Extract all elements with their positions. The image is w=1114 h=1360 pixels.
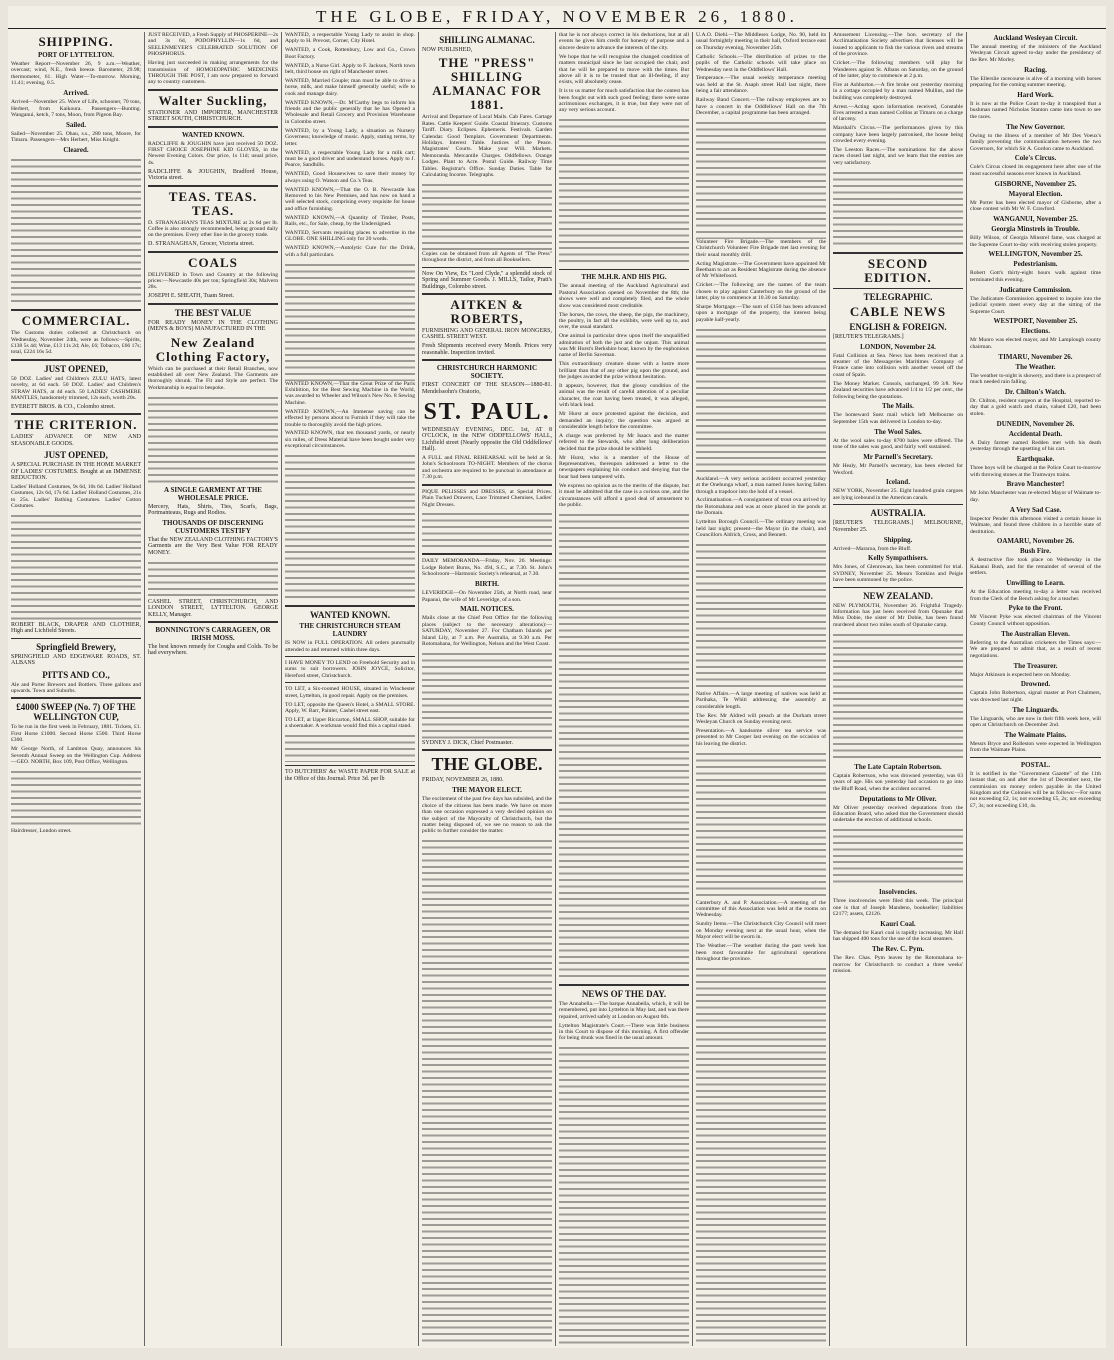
waimate-text: Messrs Bryce and Rolleston were expected in Wellington from the Waimate Plains.	[970, 741, 1101, 754]
news-item-17: The Weather.—The weather during the past week has been most favourable for agricultural operations throughout the province.	[696, 943, 826, 962]
circuit-heading: Auckland Wesleyan Circuit.	[993, 34, 1078, 42]
editorial-p2: We hope that he will recognise the changed condition of matters municipal since he last occupied the chair, and that he will be prepared to move with the times. But above all it is to be trusted that an ill-feeling, if any exists, will absolutely cease.	[559, 53, 689, 86]
pedestrianism-text: Robert Gott's thirty-eight hours walk against time terminated this evening.	[970, 270, 1101, 283]
shipping-heading: SHIPPING.	[38, 34, 114, 49]
mayor-heading: THE MAYOR ELECT.	[452, 786, 522, 795]
costumes-list: Ladies' Holland Costumes, 9s 6d, 10s 6d. Ladies' Holland Costumes, 12s 6d, 17s 6d. Ladies' Holland Costumes, 21s to 25s. Ladies' Bathing Costumes. Ladies' Cotton Costumes.	[11, 483, 141, 510]
news-item-4: Railway Band Concert.—The railway employees are to have a concert in the Oddfellows' Hall on the 7th December, a capital programme has been arranged.	[696, 97, 826, 116]
deputations-heading: Deputations to Mr Oliver.	[859, 794, 937, 803]
gisborne-dateline: GISBORNE, November 25.	[994, 179, 1077, 188]
wanted-ad-6: WANTED, by a Young Lady, a situation as Nursery Governess; knowledge of music. Apply, stating terms, by letter.	[285, 127, 415, 147]
news-item-11: Lyttelton Borough Council.—The ordinary meeting was held last night; present—the Mayor (in the chair), and Councillors Aldrich, Cross, and Bennett.	[696, 519, 826, 538]
aitken-text: Fresh Shipments received every Month. Prices very reasonable. Inspection invited.	[422, 343, 552, 356]
mails-heading: The Mails.	[882, 402, 914, 411]
bravo-heading: Bravo Manchester!	[1006, 480, 1065, 489]
weather-heading: The Weather.	[1015, 362, 1056, 371]
news-item-5: Volunteer Fire Brigade.—The members of the Christchurch Volunteer Fire Brigade met last evening for their usual monthly drill.	[696, 238, 826, 258]
wanted-ad-12: WANTED KNOWN,—Autolytic Cure for the Drink, with a full particulars.	[285, 245, 415, 258]
col7-item-4: Arrest.—Acting upon information received, Constable Eves arrested a man named Collins at Timaru on a charge of larceny.	[833, 103, 963, 123]
unwilling-heading: Unwilling to Learn.	[1006, 579, 1065, 588]
gloves-ad: RADCLIFFE & JOUGHIN have just received 50 DOZ. FIRST CHOICE JOSEPHINE KID GLOVES, in the Newest Evening Colors. Our price, 1s 11d; usual price, 4s.	[148, 140, 278, 166]
newspaper-page	[8, 6, 1106, 1348]
money-market-text: The Money Market. Consols, unchanged, 99 3/8. New Zealand securities have advanced 1/4 to 1/2 per cent., the following being the quotations.	[833, 380, 963, 400]
costumes-ad: A SPECIAL PURCHASE IN THE HOME MARKET OF LADIES' COSTUMES. Bought at an IMMENSE REDUCTION.	[11, 462, 141, 481]
press-almanac-heading: THE "PRESS" SHILLING ALMANAC FOR 1881.	[432, 55, 542, 113]
col7-item-1: Amusement Licensing.—The hon. secretary of the Acclimatisation Society advertises that licenses will be issued to applicants to fish the various rivers and streams of the province.	[833, 32, 963, 58]
news-item-13: The Rev. Mr Aldred will preach at the Durham street Wesleyan Church on Sunday evening next.	[696, 712, 826, 726]
eleven-text: Referring to the Australian cricketers the Times says:—We are prepared to admit that, as a result of recent negotiations.	[970, 639, 1101, 659]
pig-filler	[559, 511, 689, 981]
suckling-heading: Walter Suckling,	[158, 92, 268, 108]
news-filler-4	[696, 750, 826, 900]
news-filler-1	[696, 119, 826, 239]
brewery-heading: Springfield Brewery,	[36, 641, 116, 652]
iceland-text: NEW YORK, November 25. Eight hundred grain cargoes are lying icebound in the American canals.	[833, 488, 963, 501]
mail-filler	[422, 650, 552, 740]
eleven-heading: The Australian Eleven.	[1001, 629, 1070, 638]
insolvencies-heading: Insolvencies.	[879, 888, 917, 897]
news-p2: Lyttelton Magistrate's Court.—There was little business in this Court to dispose of this morning. A first offender for being drunk was fined in the usual amount.	[559, 1022, 689, 1042]
pig-p6: Mr Hurst at once protested against the decision, and demanded an inquiry; the question was argued at considerable length before the committee.	[559, 411, 689, 430]
north-text: Mr George North, of Lambton Quay, announces his Seventh Annual Sweep on the Wellington Cup. Address—GEO. NORTH, Box 109, Post Office, Wellington.	[11, 746, 141, 765]
reuters-label: [REUTER'S TELEGRAMS.]	[833, 333, 904, 340]
cole-heading: Cole's Circus.	[1014, 154, 1057, 163]
pig-p1: The annual meeting of the Auckland Agricultural and Pastoral Association opened on November the 8th; the shows were well and completely filed, and the whole show was considered most creditable.	[559, 283, 689, 309]
elections-text: Mr Munro was elected mayor, and Mr Lamplough county chairman.	[970, 337, 1101, 350]
pig-p4: This extraordinary creature shone with a lustre more brilliant than that of any other pig upon the ground, and the judges awarded the prize without hesitation.	[559, 361, 689, 381]
minstrels-text: Billy Wilson, of Georgia Minstrel fame, was charged at the Supreme Court to-day with receiving stolen property.	[970, 235, 1101, 248]
news-item-10: Acclimatisation.—A consignment of trout ova arrived by the Rotomahana and was at once placed in the ponds at the Domain.	[696, 497, 826, 517]
just-opened-heading-2: JUST OPENED,	[44, 450, 108, 461]
judicature-heading: Judicature Commission.	[999, 285, 1072, 294]
to-let-1: TO LET, a Six-roomed HOUSE, situated in Winchester street, Lyttelton, in good repair. Apply on the premises.	[285, 686, 415, 699]
column-3	[282, 32, 419, 1346]
pitts-heading: PITTS AND CO.,	[42, 669, 110, 680]
col7-item-2: Cricket.—The following members will play for Wanderers against St. Albans on Saturday, on the ground of the latter, play to commence at 2 p.m.	[833, 60, 963, 79]
pym-text: The Rev. Chas. Pym leaves by the Rotomahana to-morrow for Christchurch to conduct a three weeks' mission.	[833, 955, 963, 975]
wanted-ad-15: WANTED KNOWN, that ten thousand yards, or nearly six miles, of Dress Material have been bought under very exceptional circumstances.	[285, 430, 415, 450]
dunedin-dateline: DUNEDIN, November 26.	[996, 419, 1075, 428]
almanac-sub: NOW PUBLISHED,	[422, 47, 473, 53]
column-7	[830, 32, 967, 1346]
mayor-editorial: The excitement of the past few days has subsided, and the choice of the citizens has been made. We have on more than one occasion expressed a very decided opinion on the subject of the Mayoralty of Christchurch, but the matter being disposed of, we see no reason to ask the public to further consider the matter.	[422, 796, 552, 835]
concert-text: FIRST CONCERT OF THE SEASON—1880-81. Mendelssohn's Oratorio,	[422, 382, 552, 395]
aus-shipping-heading: Shipping.	[883, 535, 913, 544]
earthquake-text: Three boys will be charged at the Police Court to-morrow with throwing stones at the Tramways trains.	[970, 465, 1101, 478]
bravo-text: Mr John Manchester was re-elected Mayor of Waimate to-day.	[970, 490, 1101, 503]
wanted-ad-5: WANTED KNOWN,—Dr. M'Carthy begs to inform his friends and the public generally that he has Opened a Wholesale and Retail Grocery and Provision Warehouse in Colombo street.	[285, 99, 415, 125]
oamaru-dateline: OAMARU, November 26.	[996, 537, 1075, 546]
mhr-pig-heading: THE M.H.R. AND HIS PIG.	[581, 273, 667, 282]
earthquake-heading: Earthquake.	[1016, 455, 1055, 464]
pique-filler	[422, 510, 552, 550]
col7-filler-1	[833, 169, 963, 249]
stranaghan-signature: D. STRANAGHAN, Grocer, Victoria street.	[148, 241, 255, 248]
best-value-sub: FOR READY MONEY IN THE CLOTHING (MEN'S & BOYS) MANUFACTURED IN THE	[148, 319, 278, 333]
suckling-sub: STATIONER AND IMPORTER, MANCHESTER STREET SOUTH, CHRISTCHURCH.	[148, 109, 278, 123]
wanted-ad-10: WANTED KNOWN,—A Quantity of Timber, Posts, Rails, etc., for Sale, cheap, by the Undersigned.	[285, 214, 415, 228]
news-item-14: Presentation.—A handsome silver tea service was presented to Mr Cooper last evening on the occasion of his leaving the district.	[696, 727, 826, 747]
pique-ad: PIQUE PELISSES and DRESSES, at Special Prices. Plain Tucked Drawers, Lace Trimmed Chemises, Ladies' Night Dresses.	[422, 488, 552, 508]
second-edition-heading: SECOND EDITION.	[864, 255, 932, 285]
mails-text: The homeward Suez mail which left Melbourne on September 15th was delivered in London to-day.	[833, 412, 963, 425]
news-item-2: Catholic Schools.—The distribution of prizes to the pupils of the Catholic schools will take place on Wednesday next in the Oddfellows' Hall.	[696, 53, 826, 73]
pig-p7: A charge was preferred by Mr Isaacs and the matter referred to the Stewards, who after long deliberation decided that the prize should be withheld.	[559, 432, 689, 452]
mayoral-text: Mr Porter has been elected mayor of Gisborne, after a close contest with Mr W. F. Crawford.	[970, 199, 1101, 213]
to-let-filler	[285, 732, 415, 762]
bush-fire-heading: Bush Fire.	[1020, 547, 1051, 556]
news-filler-3	[696, 541, 826, 691]
wanted-ad-13: WANTED KNOWN,—That the Great Prize of the Paris Exhibition, for the Best Sewing Machine in the World, was awarded to Wheeler and Wilson's New No. 8 Sewing Machine.	[285, 380, 415, 406]
almanac-heading: SHILLING ALMANAC.	[439, 35, 535, 45]
laundry-text: IS NOW in FULL OPERATION. All orders punctually attended to and returned within three days.	[285, 640, 415, 653]
cleared-heading: Cleared.	[63, 146, 89, 155]
linguards-heading: The Linguards.	[1012, 705, 1059, 714]
wool-text: At the wool sales to-day 8700 bales were offered. The tone of the sales was good, and fairly well sustained.	[833, 437, 963, 451]
globe-date: FRIDAY, NOVEMBER 26, 1880.	[422, 777, 504, 784]
drowned-text: Captain John Robertson, signal master at Port Chalmers, was drowned last night.	[970, 690, 1101, 703]
column-1	[8, 32, 145, 1346]
cable-news-heading: CABLE NEWS	[849, 303, 947, 319]
wanted-ad-2: WANTED, a Cook, Rottenbury, Low and Co., Crown Boot Factory.	[285, 47, 415, 60]
hats-ad: 50 DOZ. Ladies' and Children's ZULU HATS, latest novelty, at 6d each. 50 DOZ. Ladies' and Children's STRAW HATS, at 4d each. 50 LADIES' CASHMERE MANTLES, handsomely trimmed, 12s each, worth 20s.	[11, 375, 141, 401]
to-let-3: TO LET, at Upper Riccarton, SMALL SHOP, suitable for a shoemaker. A workman would find this a capital stand.	[285, 716, 415, 730]
pig-p3: One animal in particular drew upon itself the unqualified admiration of both the just and the unjust. This animal was Mr Hurst's Berkshire boar, known by the euphonious name of Berlin Saveman.	[559, 333, 689, 359]
criterion-sub: LADIES' ADVANCE OF NEW AND SEASONABLE GOODS.	[11, 434, 141, 447]
mayoral-heading: Mayoral Election.	[1008, 189, 1063, 198]
sweep-heading: £4000 SWEEP (No. 7) OF THE WELLINGTON CUP,	[16, 702, 136, 723]
bush-fire-text: A destructive fire took place on Wednesday in the Kakanui Bush, and for the remainder of several of the settlers.	[970, 557, 1101, 577]
pyke-heading: Pyke to the Front.	[1008, 604, 1063, 613]
editorial-p1: that he is not always correct in his deductions, but at all events he gives him credit for honesty of purpose and a sincere desire to advance the interests of the city.	[559, 32, 689, 51]
news-item-15: Canterbury A. and P. Association.—A meeting of the committee of this Association was held at the rooms on Wednesday.	[696, 899, 826, 919]
news-filler-5	[696, 965, 826, 1346]
robertson-text: Captain Robertson, who was drowned yesterday, was 63 years of age. His son yesterday had occasion to go into the Bluff Road, when the accident occurred.	[833, 772, 963, 792]
deputations-filler	[833, 826, 963, 886]
westport-dateline: WESTPORT, November 25.	[993, 317, 1078, 326]
column-8	[967, 32, 1104, 1346]
deputations-text: Mr Oliver yesterday received deputations from the Education Board, who asked that the Government should undertake the erection of additional schools.	[833, 804, 963, 824]
chilton-heading: Dr. Chilton's Watch.	[1004, 388, 1067, 397]
news-item-8: Sharpe Mortgage.—The sum of £150 has been advanced upon a mortgage of the property, the interest being payable half-yearly.	[696, 304, 826, 323]
postal-heading: POSTAL.	[1020, 760, 1051, 769]
wanted-ad-8: WANTED, Good Housewives to save their money by always using O. Watson and Co.'s Teas.	[285, 171, 415, 184]
coals-heading: COALS	[188, 254, 238, 270]
col7-item-3: Fire at Ashburton.—A fire broke out yesterday morning in a cottage occupied by a man named Mullins, and the building was completely destroyed.	[833, 81, 963, 101]
st-paul-details: WEDNESDAY EVENING, DEC. 1st, AT 8 O'CLOCK, in the NEW ODDFELLOWS' HALL, Lichfield street (Nearly opposite the Old Oddfellows' Hall).	[422, 426, 552, 453]
english-foreign-heading: ENGLISH & FOREIGN.	[849, 321, 947, 332]
to-let-2: TO LET, opposite the Queen's Hotel, a SMALL STORE. Apply, W. Barr, Painter, Cashel street east.	[285, 701, 415, 714]
kelly-text: Mrs Jones, of Glenrowan, has been committed for trial. SYDNEY, November 25. Messrs Tomkins and Peigie have been summoned by the police.	[833, 564, 963, 584]
wanted-filler-1	[285, 261, 415, 381]
wanted-ad-3: WANTED, a Nurse Girl. Apply to F. Jackson, North town belt, third house on right of Manchester street.	[285, 62, 415, 76]
governor-heading: The New Governor.	[1006, 122, 1065, 131]
wanted-filler-2	[285, 452, 415, 602]
wanted-known-heading: WANTED KNOWN.	[309, 610, 390, 621]
circuit-text: The annual meeting of the ministers of the Auckland Wesleyan Circuit agreed to-day under the presidency of the Rev. Mr Morley.	[970, 44, 1101, 63]
kelly-heading: Kelly Sympathisers.	[868, 554, 928, 563]
coals-text: DELIVERED in Town and Country at the following prices:—Newcastle 40s per ton; Springfield 30s; Malvern 28s.	[148, 271, 278, 291]
elections-heading: Elections.	[1021, 327, 1050, 336]
sad-case-heading: A Very Sad Case.	[1009, 505, 1062, 514]
drowned-heading: Drowned.	[1020, 680, 1051, 689]
treasurer-text: Major Atkinson is expected here on Monday.	[970, 671, 1071, 678]
teas-text: D. STRANAGHAN'S TEAS MIXTURE at 2s 6d per lb. Coffee is also strongly recommended, being ground daily on the premises. Every other line in the grocery trade.	[148, 219, 278, 239]
news-item-12: Native Affairs.—A large meeting of natives was held at Parihaka, Te Whiti addressing the assembly at considerable length.	[696, 690, 826, 710]
clothing-text: Which can be purchased at their Retail Branches, now established all over New Zealand. The Garments are thoroughly shrunk. The Fit and Style are perfect. The Workmanship is equal to bespoke.	[148, 365, 278, 391]
editorial-p3: It is to us matter for much satisfaction that the contest has been fought out with such good feeling; there were some acrimonious exchanges, it is true, but they were not of any very serious account.	[559, 88, 689, 114]
thousands-filler	[148, 559, 278, 599]
parnell-heading: Mr Parnell's Secretary.	[863, 453, 933, 462]
kauri-text: The demand for Kauri coal is rapidly increasing. Mr Hall has shipped 400 tons for the use of the local steamers.	[833, 929, 963, 943]
wool-heading: The Wool Sales.	[874, 427, 922, 436]
wanted-ad-11: WANTED, Servants requiring places to advertise in the GLOBE. ONE SHILLING only for 20 words.	[285, 229, 415, 243]
pig-p5: It appears, however, that the glossy condition of the animal was the result of careful attention of a peculiar character, the coat having been treated, it was alleged, with black lead.	[559, 383, 689, 409]
daily-memoranda: DAILY MEMORANDA—Friday, Nov. 26. Meetings: Lodge Robert Burns, No. 494, S.C., at 7.30. St. John's Schoolroom—Harmonic Society's rehearsal, at 7.30.	[422, 558, 552, 578]
australia-heading: AUSTRALIA.	[870, 508, 926, 519]
everett-signature: EVERETT BROS. & CO., Colombo street.	[11, 403, 116, 410]
sailed-heading: Sailed.	[65, 120, 87, 129]
col7-item-5: Marshall's Circus.—The performances given by this company have been largely patronised, the house being crowded every evening.	[833, 125, 963, 145]
clothing-filler	[148, 394, 278, 484]
iceland-heading: Iceland.	[886, 478, 910, 487]
wanted-ad-4: WANTED, Married Couple; man must be able to drive a horse, milk, and make himself generally useful; wife to cook and manage dairy.	[285, 77, 415, 97]
accidental-text: A Dairy farmer named Redden met with his death yesterday through the upsetting of his cart.	[970, 439, 1101, 453]
waimate-heading: The Waimate Plains.	[1004, 731, 1067, 740]
column-4	[419, 32, 556, 1346]
aitken-heading: AITKEN & ROBERTS,	[450, 297, 524, 326]
money-to-lend: I HAVE MONEY TO LEND on Freehold Security and in sums to suit borrowers. JOHN JOYCE, Solicitor, Hereford street, Christchurch.	[285, 659, 415, 679]
news-item-9: Auckland.—A very serious accident occurred yesterday at the Onehunga wharf, a man named Jones having fallen through a trapdoor into the hold of a vessel.	[696, 475, 826, 495]
racing-heading: Racing.	[1024, 65, 1047, 74]
linguards-text: The Linguards, who are now in their fifth week here, will open at Christchurch on December 2nd.	[970, 715, 1101, 729]
nz-clothing-heading: New Zealand Clothing Factory,	[155, 334, 271, 364]
wanted-ad-7: WANTED, a respectable Young Lady for a milk cart; must be a good driver and understand horses. Apply to J. Pearce, Sandhills.	[285, 149, 415, 169]
telegraphic-heading: TELEGRAPHIC.	[863, 291, 933, 302]
new-zealand-heading: NEW ZEALAND.	[863, 590, 933, 601]
shipping-filler	[11, 156, 141, 306]
waste-paper-ad: TO BUTCHERS' &c WASTE PAPER FOR SALE at the Office of this Journal. Price 3d. per lb	[285, 769, 415, 782]
criterion-heading: THE CRITERION.	[14, 417, 138, 433]
radcliffe-signature: RADCLIFFE & JOUGHIN, Bradford House, Victoria street.	[148, 168, 278, 182]
harmonic-heading: CHRISTCHURCH HARMONIC SOCIETY.	[436, 364, 538, 381]
sheath-signature: JOSEPH E. SHEATH, Tuam Street.	[148, 293, 235, 300]
wanted-ad-14: WANTED KNOWN,—An Immense saving can be effected by persons about to Furnish if they will take the trouble to thoroughly avoid the high prices.	[285, 408, 415, 428]
column-6	[693, 32, 830, 1346]
col7-item-6: The Leeston Races.—The nominations for the above races closed last night, and we learn that the entries are very satisfactory.	[833, 147, 963, 166]
pig-p8: Mr Hurst, who is a member of the House of Representatives, thereupon addressed a letter to the newspapers explaining his conduct and denying that the boar had been tampered with.	[559, 454, 689, 480]
homoeopathic-ad: Having just succeeded in making arrangements for the transmission of HOMOEOPATHIC MEDICINES THROUGH THE POST, I am now prepared to forward any to country customers.	[148, 60, 278, 86]
moss-text: The best known remedy for Coughs and Colds. To be had everywhere.	[148, 643, 278, 657]
teas-heading: TEAS. TEAS. TEAS.	[168, 188, 258, 218]
arrived-heading: Arrived.	[63, 89, 89, 98]
news-of-day-heading: NEWS OF THE DAY.	[581, 988, 667, 999]
news-p1: The Annabella.—The barque Annabella, which, it will be remembered, put into Lyttelton in May last, and was there repaired, arrived safely at London on August 6th.	[559, 1000, 689, 1020]
news-item-6: Acting Magistrate.—The Government have appointed Mr Beetham to act as Resident Magistrate during the absence of Mr Whitefoord.	[696, 260, 826, 280]
aitken-sub: FURNISHING AND GENERAL IRON MONGERS, CASHEL STREET WEST.	[422, 328, 552, 341]
australia-sub: [REUTER'S TELEGRAMS.] MELBOURNE, November 25.	[833, 520, 963, 533]
column-2	[145, 32, 282, 1346]
editorial-filler-2	[559, 116, 689, 266]
hardwork-heading: Hard Work.	[1017, 91, 1054, 100]
postmaster-signature: SYDNEY J. DICK, Chief Postmaster.	[422, 739, 513, 746]
thousands-sub: That the NEW ZEALAND CLOTHING FACTORY'S Garments are the Very Best Value FOR READY MONEY.	[148, 537, 278, 556]
hairdresser-signature: Hairdresser, London street.	[11, 827, 72, 834]
wanted-ad-9: WANTED KNOWN,—That the O. B. Newcastle has Removed to his New Premises, and has now on hand a well selected stock, comprising every requisite for house and office furnishing.	[285, 186, 415, 212]
robert-black-signature: ROBERT BLACK, DRAPER AND CLOTHIER, High and Lichfield Streets.	[11, 621, 141, 635]
kelly-signature: CASHEL STREET, CHRISTCHURCH, AND LONDON STREET, LYTTELTON. GEORGE KELLY, Manager.	[148, 598, 278, 618]
accidental-heading: Accidental Death.	[1008, 429, 1063, 438]
costumes-filler	[11, 512, 141, 622]
wanted-ad-1: WANTED, a respectable Young Lady to assist in shop. Apply to H. Prevost, Corner, City Hotel.	[285, 32, 415, 45]
insolvencies-text: Three insolvencies were filed this week. The principal one is that of Joseph Mandeno, bookseller; liabilities £2177; assets, £2126.	[833, 898, 963, 918]
birth-notice: LEVERIDGE—On November 25th, at North road, near Papanui, the wife of Mr Leveridge, of a son.	[422, 590, 552, 603]
editorial-filler	[422, 837, 552, 1346]
pig-p2: The horses, the cows, the sheep, the pigs, the machinery, the poultry, in fact all the exhibits, were well up to, and over, the usual standard.	[559, 311, 689, 331]
pedestrianism-heading: Pedestrianism.	[1013, 260, 1058, 269]
unwilling-text: At the Education meeting to-day a letter was received from the Clerk of the Bench asking for a teacher.	[970, 589, 1101, 602]
wholesale-sub: Mercery, Hats, Shirts, Ties, Scarfs, Bags, Portmanteaus, Rugs and Rodios.	[148, 503, 278, 517]
rehearsal-text: A FULL and FINAL REHEARSAL will be held at St. John's Schoolroom TO-NIGHT. Members of the chorus and orchestra are required to be punctual in attendance at 7.30 p.m.	[422, 455, 552, 481]
customs-text: The Customs duties collected at Christchurch on Wednesday, November 24th, were as follows:—Spirits, £138 5s 4d; Wine, £13 11s 2d; Ale, £6; Tobacco, £66 17s; total, £224 16s 5d.	[11, 330, 141, 356]
st-paul-heading: ST. PAUL.	[423, 398, 551, 425]
wellington-dateline: WELLINGTON, November 25.	[988, 250, 1083, 259]
arrived-text: Arrived—November 25. Wave of Life, schooner, 70 tons, Herbert, from Kaikoura. Passengers—Bunting. Wanganui, ketch, 7 tons, Moon, from Pigeon Bay.	[11, 99, 141, 118]
judicature-text: The Judicature Commission appointed to inquire into the judicial system meet every day at the sitting of the Supreme Court.	[970, 295, 1101, 315]
aus-shipping-text: Arrived—Mararoa, from the Bluff.	[833, 545, 912, 552]
robertson-heading: The Late Captain Robertson.	[854, 762, 942, 771]
wholesale-heading: A SINGLE GARMENT AT THE WHOLESALE PRICE.	[164, 485, 262, 502]
tragedy-filler	[833, 631, 963, 761]
commercial-heading: COMMERCIAL.	[21, 313, 131, 329]
parnell-text: Mr Healy, Mr Parnell's secretary, has been elected for Wexford.	[833, 463, 963, 476]
news-filler-2	[696, 326, 826, 476]
brewery-sub: SPRINGFIELD AND EDGEWARE ROADS, ST. ALBANS	[11, 653, 141, 667]
best-value-heading: THE BEST VALUE	[174, 307, 252, 318]
news-item-16: Sundry Items.—The Christchurch City Council will meet on Monday evening next at the usual hour, when the Mayor elect will be sworn in.	[696, 921, 826, 941]
sailed-text: Sailed—November 25. Ohau, s.s., 280 tons, Moore, for Timaru. Passengers—Mrs Herbert, Miss Knight.	[11, 130, 141, 144]
sweep-filler	[11, 768, 141, 828]
weather-report: Weather Report—November 26, 9 a.m.—Weather, overcast; wind, N.E., fresh breeze. Barometer, 29.98; thermometer, 61. High Water—To-morrow. Morning, 11.41; evening, 0.5.	[11, 61, 141, 87]
weather-text: The weather to-night is showery, and there is a prospect of much needed rain falling.	[970, 372, 1101, 386]
just-opened-heading-1: JUST OPENED,	[44, 363, 108, 374]
sweep-text: To be run in the first week in February, 1881. Tickets, £1. First Horse £1000. Second Horse £500. Third Horse £300.	[11, 724, 141, 744]
governor-text: Owing to the illness of a member of Mr Des Voeux's family preventing the communication between the two Governors, for which Sir A. Gordon came to Auckland.	[970, 132, 1101, 152]
almanac-agents: Copies can be obtained from all Agents of "The Press" throughout the district, and from all Booksellers.	[422, 250, 552, 264]
pyke-text: Mr Vincent Pyke was elected chairman of the Vincent County Council without opposition.	[970, 614, 1101, 627]
pig-p9: We express no opinion as to the merits of the dispute, but it must be admitted that the case is a curious one, and the circumstances will afford a good deal of amusement to the public.	[559, 482, 689, 508]
birth-heading: BIRTH.	[474, 580, 500, 589]
news-item-7: Cricket.—The following are the names of the team chosen to play against Canterbury on the ground of the latter, play to commence at 10.30 on Saturday.	[696, 282, 826, 302]
racing-text: The Ellerslie racecourse is alive of a morning with horses preparing for the coming summer meeting.	[970, 75, 1101, 89]
postal-text: It is notified in the "Government Gazette" of the 11th instant that, on and after the 1st of December next, the commission on money orders payable in the United Kingdom and the Colonies will be as follows:—For sums not exceeding £2, 1s; not exceeding £5, 2s; not exceeding £7, 3s; not exceeding £10, 4s.	[970, 770, 1101, 809]
almanac-contents: Arrival and Departure of Local Mails. Cab Fares. Cartage Rates. Cattle Keepers' Guide. Coastal Itinerary. Customs Tariff. Diary. Eclipses. Ephemeris. Festivals. Garden Calendar. Good Templars. Government Departments. Holidays. Interest Table. Justices of the Peace. Magistrates' Courts. Make your Will. Markets. Memoranda. Mercantile Charges. Oddfellows. Orange Lodges. Plant to Acre. Postal Guide. Railway Time Tables. Registrar's Office. Sunday Duties. Table for Calculating Income. Telegraphs.	[422, 114, 552, 179]
port-heading: PORT OF LYTTELTON.	[38, 51, 114, 59]
mills-ad: Now On View, Ex "Lord Clyde," a splendid stock of Spring and Summer Goods. J. MILLS, Tailor, Pratt's Buildings, Colombo street.	[422, 270, 552, 290]
globe-heading: THE GLOBE.	[431, 754, 543, 775]
almanac-filler	[422, 181, 552, 251]
timaru-dateline: TIMARU, November 26.	[998, 352, 1073, 361]
brewery-text: Ale and Porter Brewers and Bottlers. Three gallons and upwards. Town and Suburbs.	[11, 681, 141, 694]
column-5	[556, 32, 693, 1346]
mail-notices: Mails close at the Chief Post Office for the following places (subject to the necessary alterations):—SATURDAY, November 27. For Chatham Islands per Island Lily, at 7 a.m. Per Australia, at 9.30 a.m. Per Rotomahana, for Wellington, Nelson and the West Coast.	[422, 615, 552, 648]
treasurer-heading: The Treasurer.	[1013, 661, 1058, 670]
hardwork-text: It is now at the Police Court to-day it transpired that a bushman named Nicholas Stanton came into town to see the races.	[970, 101, 1101, 120]
wanted-known-heading: WANTED KNOWN.	[181, 130, 245, 139]
london-dateline: LONDON, November 24.	[860, 342, 936, 351]
cole-text: Cole's Circus closed its engagement here after one of the most successful seasons ever known in Auckland.	[970, 164, 1101, 177]
tragedy-text: NEW PLYMOUTH, November 26. Frightful Tragedy. Information has just been received from Opunake that Miss Dobie, the sister of Mr Dobie, has been found murdered about two miles south of Opunake camp.	[833, 602, 963, 628]
phosphorus-ad: JUST RECEIVED, a Fresh Supply of PHOSPERINE—2s and 3s 6d, PODOPHYLLIN—1s 6d, and SEELENMEYER'S CELEBRATED SOLUTION OF PHOSPHORUS.	[148, 32, 278, 58]
news-item-3: Temperance.—The usual weekly temperance meeting was held at the St. Asaph street Hall last night, there being a fair attendance.	[696, 75, 826, 95]
wanganui-dateline: WANGANUI, November 25.	[993, 215, 1078, 224]
thousands-heading: THOUSANDS OF DISCERNING CUSTOMERS TESTIFY	[162, 519, 264, 535]
mail-heading: MAIL NOTICES.	[460, 605, 514, 614]
chilton-text: Dr. Chilton, resident surgeon at the Hospital, reported to-day that a gold watch and chain, valued £20, had been stolen.	[970, 398, 1101, 417]
minstrels-heading: Georgia Minstrels in Trouble.	[991, 225, 1080, 234]
news-filler	[559, 1044, 689, 1346]
masthead: THE GLOBE, FRIDAY, NOVEMBER 26, 1880.	[8, 6, 1106, 29]
laundry-heading: THE CHRISTCHURCH STEAM LAUNDRY	[299, 622, 401, 639]
moss-heading: BONNINGTON'S CARRAGEEN, OR IRISH MOSS.	[155, 625, 271, 642]
sad-case-text: Inspector Pender this afternoon visited a certain house in Walmate, and found three children in a horrible state of destitution.	[970, 515, 1101, 535]
kauri-heading: Kauri Coal.	[880, 919, 916, 928]
news-item-1: U.A.O. Diehl.—The Middlesex Lodge, No. 90, held its usual fortnightly meeting in their hall, Oxford terrace east on Thursday evening, November 25th.	[696, 32, 826, 51]
collision-text: Fatal Collision at Sea. News has been received that a steamer of the Messageries Maritimes Company of France came into collision with another vessel off the coast of Spain.	[833, 352, 963, 378]
pym-heading: The Rev. C. Pym.	[871, 945, 925, 954]
